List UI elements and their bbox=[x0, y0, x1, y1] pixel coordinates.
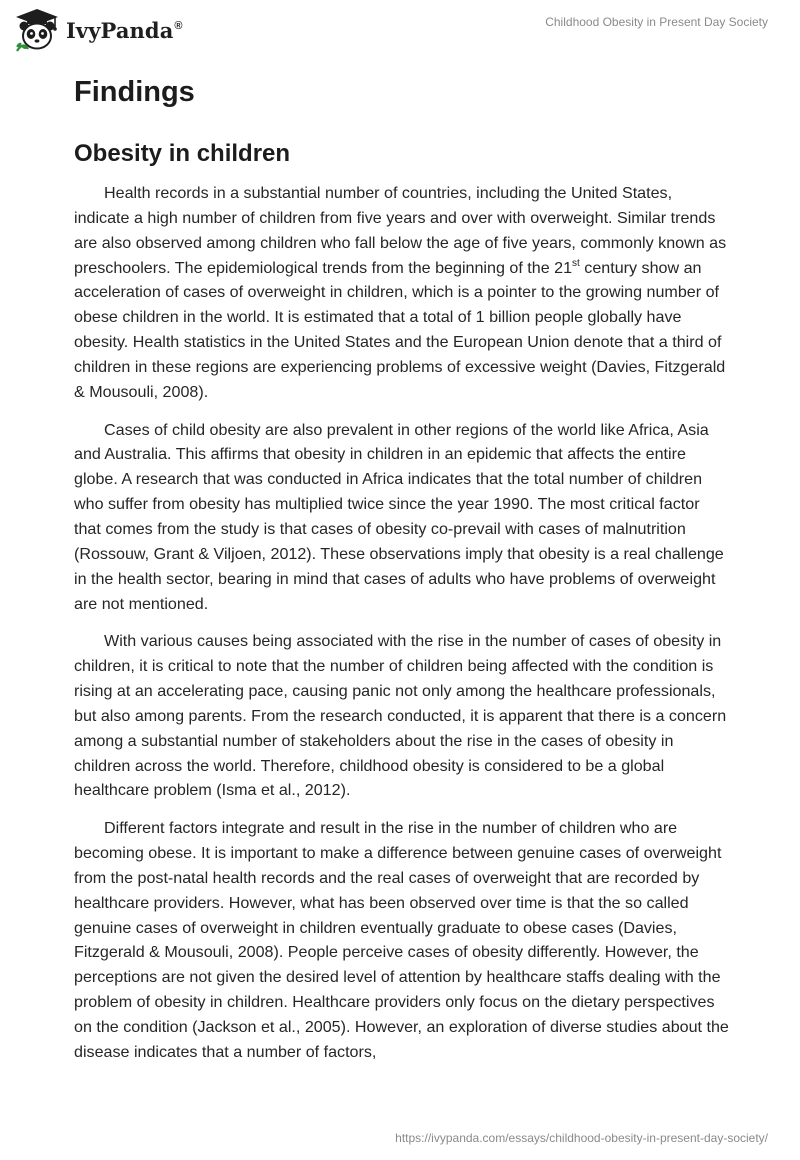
paragraph: With various causes being associated with the rise in the number of cases of obesity in children, it is critical to note that the number of children being affected with the condition is rising at an accelerating pace, causing panic not only among the healthcare professionals, but also among parents. From the research conducted, it is apparent that there is a concern among a substantial number of stakeholders about the rise in the cases of obesity in children across the world. Therefore, childhood obesity is considered to be a global healthcare problem (Isma et al., 2012). bbox=[74, 632, 727, 800]
section-heading: Findings bbox=[74, 76, 195, 108]
page-header bbox=[0, 0, 800, 70]
paragraph: Cases of child obesity are also prevalent in other regions of the world like Africa, Asia and Australia. This affirms that obesity in children in an epidemic that affects the entire globe. A research that was conducted in Africa indicates that the total number of children who suffer from obesity has multiplied twice since the year 1990. The most critical factor that comes from the study is that cases of obesity co-prevail with cases of malnutrition (Rossouw, Grant & Viljoen, 2012). These observations imply that obesity is a real challenge in the health sector, bearing in mind that cases of adults who have problems of overweight are not mentioned. bbox=[74, 420, 724, 613]
subsection-heading: Obesity in children bbox=[74, 140, 291, 167]
article-body bbox=[74, 181, 730, 1065]
paragraph: Health records in a substantial number of countries, including the United States, indicate a high number of children from five years and over with overweight. Similar trends are also observed among children who fall below the age of five years, commonly known as preschoolers. The epidemiological trends from the beginning of the 21st century show an acceleration of cases of overweight in children, which is a pointer to the growing number of obese children in the world. It is estimated that a total of 1 billion people globally have obesity. Health statistics in the United States and the European Union denote that a third of children in these regions are experiencing problems of excessive weight (Davies, Fitzgerald & Mousouli, 2008). bbox=[74, 184, 727, 401]
ordinal-superscript: st bbox=[572, 257, 580, 269]
paragraph: Different factors integrate and result in the rise in the number of children who are becoming obese. It is important to make a difference between genuine cases of overweight from the post-natal health records and the real cases of overweight that are recorded by healthcare providers. However, what has been observed over time is that the so called genuine cases of overweight in children eventually graduate to obese cases (Davies, Fitzgerald & Mousouli, 2008). People perceive cases of obesity differently. However, the perceptions are not given the desired level of attention by healthcare staffs dealing with the problem of obesity in children. Healthcare providers only focus on the dietary perspectives on the condition (Jackson et al., 2005). However, an exploration of diverse studies about the disease indicates that a number of factors, bbox=[74, 819, 729, 1061]
document-title: Childhood Obesity in Present Day Society bbox=[545, 15, 768, 29]
brand-name: IvyPanda® bbox=[66, 17, 183, 43]
panda-graduate-icon bbox=[14, 7, 60, 53]
source-url[interactable]: https://ivypanda.com/essays/childhood-obesity-in-present-day-society/ bbox=[395, 1131, 768, 1145]
article bbox=[74, 70, 730, 1078]
ivypanda-logo[interactable] bbox=[14, 7, 183, 53]
registered-mark: ® bbox=[174, 19, 183, 32]
